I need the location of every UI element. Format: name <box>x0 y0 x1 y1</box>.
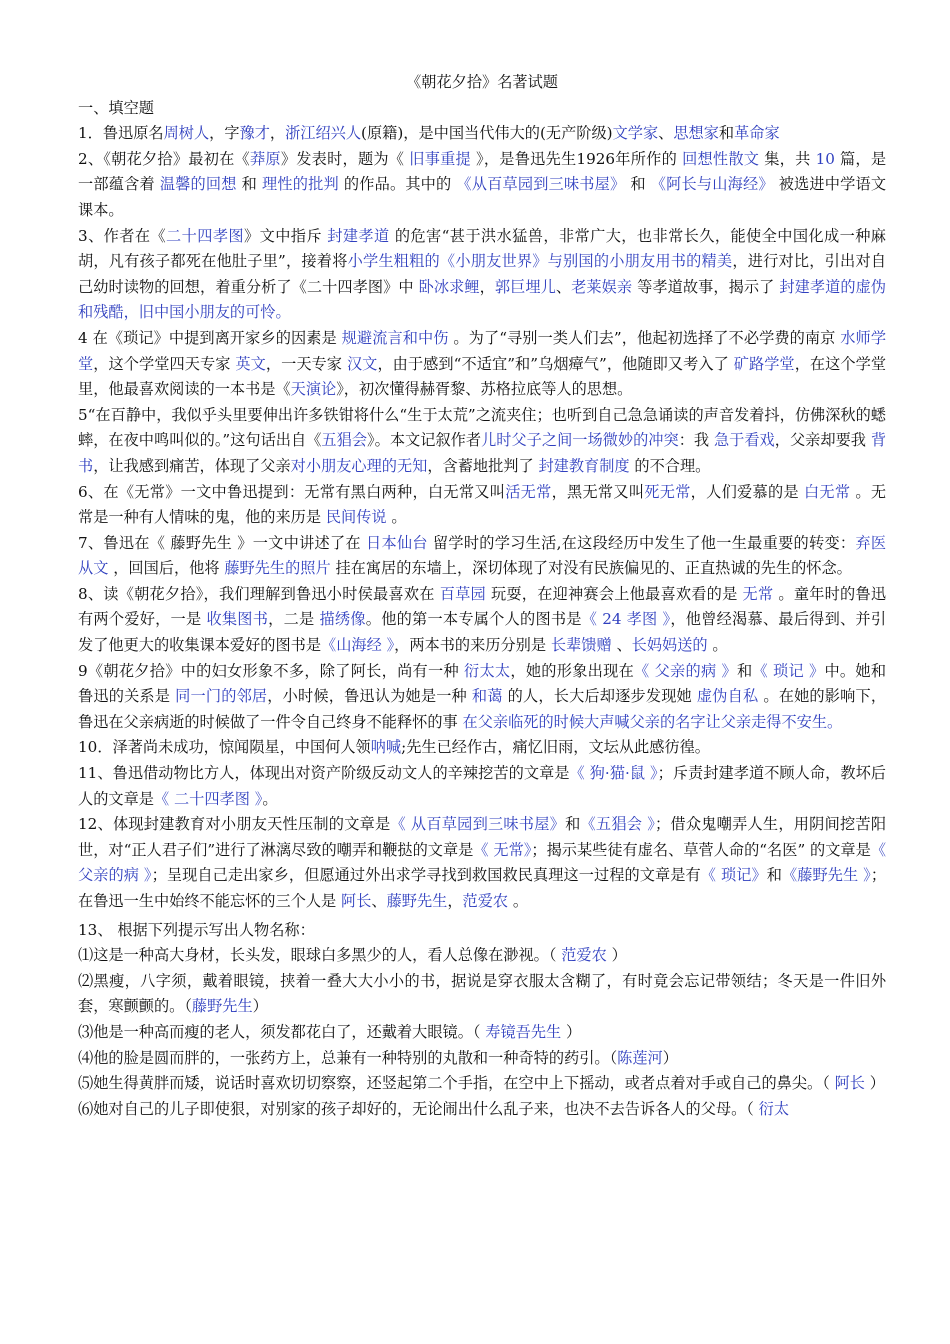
answer: 回想性散文 <box>682 149 760 168</box>
answer: 同一门的邻居 <box>175 687 268 706</box>
question-5: 5“在百静中，我似乎头里要伸出许多铁钳将什么“生于太荒”之流夹住；也听到自己急急诵读的声音发着抖，仿佛深秋的蟋蟀，在夜中鸣叫似的。”这句话出自《五猖会》。本文记叙作者儿时父子之间一场微妙的冲突：我 急于看戏，父亲却要我 背书，让我感到痛苦，体现了父亲对小朋友心理的无知，含蓄地批判了 封建教育制度 的不合理。 <box>78 405 887 475</box>
answer: 文学家 <box>612 124 659 143</box>
question-9: 9《朝花夕拾》中的妇女形象不多，除了阿长，尚有一种 衍太太，她的形象出现在《 父亲的病 》和《 琐记 》中。她和鲁迅的关系是 同一门的邻居，小时候，鲁迅认为她是一种 和蔼 的人，长大后却逐步发现她 虚伪自私 。在她的影响下，鲁迅在父亲病逝的时候做了一件令自己终身不能释怀的事 在父亲临死的时候大声喊父亲的名字让父亲走得不安生。 <box>78 661 887 731</box>
answer: 莽原 <box>249 149 281 168</box>
answer: 《 父亲的病 》 <box>78 840 887 885</box>
answer: 民间传说 <box>325 508 387 527</box>
answer: 《 琐记》 <box>700 866 767 885</box>
section-heading: 一、填空题 <box>78 98 154 117</box>
answer: 长辈馈赠 <box>550 636 612 655</box>
answer: 小学生粗粗的《小朋友世界》与别国的小朋友用书的精美 <box>347 252 733 271</box>
answer: 长妈妈送的 <box>631 636 708 655</box>
answer: 《 24 孝图 》 <box>581 610 671 629</box>
answer: 《从百草园到三味书屋》 <box>456 175 626 194</box>
question-13-item-1: ⑴这是一种高大身材，长头发，眼球白多黑少的人，看人总像在渺视。（ 范爱农 ） <box>78 946 627 965</box>
answer: 呐喊 <box>370 738 402 757</box>
answer: 《 狗·猫·鼠 》 <box>569 764 658 783</box>
answer: 卧冰求鲤 <box>418 277 480 296</box>
question-13-heading: 13、 根据下列提示写出人物名称： <box>78 920 315 939</box>
answer: 衍太 <box>758 1099 790 1118</box>
question-4: 4 在《琐记》中提到离开家乡的因素是 规避流言和中伤 。为了“寻别一类人们去”，他起初选择了不必学费的南京 水师学堂，这个学堂四天专家 英文，一天专家 汉文，由于感到“不适宜”和”乌烟瘴气”，他随即又考入了 矿路学堂，在这个学堂里，他最喜欢阅读的一本书是《天演论》，初次懂得赫胥黎、苏格拉底等人的思想。 <box>78 328 887 399</box>
answer: 豫才 <box>239 124 270 143</box>
answer: 《 父亲的病 》 <box>634 661 737 680</box>
answer: 描绣像 <box>319 610 366 629</box>
answer: 周树人 <box>163 124 210 143</box>
question-13-item-4: ⑷他的脸是圆而胖的，一张药方上，总兼有一种特别的丸散和一种奇特的药引。（陈莲河） <box>78 1048 678 1067</box>
answer: 矿路学堂 <box>733 354 795 373</box>
answer: 汉文 <box>346 354 378 373</box>
answer: 思想家 <box>673 124 719 143</box>
question-3: 3、作者在《二十四孝图》文中指斥 封建孝道 的危害“甚于洪水猛兽，非常广大，也非常长久，能使全中国化成一种麻胡，凡有孩子都死在他肚子里”，接着将小学生粗粗的《小朋友世界》与别国的小朋友用书的精美，进行对比，引出对自己幼时读物的回想，着重分析了《二十四孝图》中 卧冰求鲤，郭巨埋儿、老莱娱亲 等孝道故事，揭示了 封建孝道的虚伪和残酷，旧中国小朋友的可怜。 <box>78 226 887 322</box>
answer: 理性的批判 <box>262 175 339 194</box>
answer: 藤野先生的照片 <box>224 559 331 578</box>
question-10: 10．泽著尚未成功，惊闻陨星，中国何人领呐喊;先生已经作古，痛忆旧雨，文坛从此感彷徨。 <box>78 738 710 757</box>
question-11: 11、鲁迅借动物比方人，体现出对资产阶级反动文人的辛辣挖苦的文章是《 狗·猫·鼠 》；斥责封建孝道不顾人命，教坏后人的文章是《 二十四孝图 》。 <box>78 764 886 808</box>
answer: 《 从百草园到三味书屋》 <box>390 815 566 834</box>
question-13-item-6: ⑹她对自己的儿子即使狠，对别家的孩子却好的，无论闹出什么乱子来，也决不去告诉各人的父母。（ 衍太 <box>78 1099 790 1118</box>
answer: 《 二十四孝图 》 <box>153 789 263 808</box>
answer: 对小朋友心理的无知 <box>290 456 428 475</box>
answer: 规避流言和中伤 <box>341 328 449 347</box>
answer: 革命家 <box>734 124 780 143</box>
answer: 范爱农 <box>462 892 509 910</box>
question-7: 7、鲁迅在《 藤野先生 》一文中讲述了在 日本仙台 留学时的学习生活,在这段经历中发生了他一生最重要的转变：弃医从文 ，回国后，他将 藤野先生的照片 挂在寓居的东墙上，深切体现了对没有民族偏见的、正直热诚的先生的怀念。 <box>78 533 887 578</box>
answer: 《 无常》 <box>473 840 532 859</box>
answer: 《五猖会 》 <box>580 815 656 834</box>
answer: 活无常 <box>505 482 552 501</box>
question-13-item-3: ⑶他是一种高而瘦的老人，须发都花白了，还戴着大眼镜。（ 寿镜吾先生 ） <box>78 1022 582 1041</box>
document-title: 《朝花夕拾》名著试题 <box>406 73 558 91</box>
question-13-item-5: ⑸她生得黄胖而矮，说话时喜欢切切察察，还竖起第二个手指，在空中上下摇动，或者点着对手或自己的鼻尖。（ 阿长 ） <box>78 1074 885 1093</box>
answer: 急于看戏 <box>713 431 775 450</box>
answer: 浙江绍兴人 <box>285 124 362 143</box>
answer: 《藤野先生 》 <box>781 866 871 885</box>
answer: 藤野先生 <box>386 892 448 910</box>
answer: 英文 <box>235 354 266 373</box>
answer: 水师学堂 <box>78 328 887 373</box>
answer: 封建教育制度 <box>538 456 630 475</box>
answer: 无常 <box>742 584 774 603</box>
answer: 虚伪自私 <box>696 687 759 706</box>
answer: 旧事重提 <box>409 149 471 168</box>
answer: 阿长 <box>341 892 372 910</box>
answer: 藤野先生 <box>191 997 253 1016</box>
answer: 死无常 <box>644 482 691 501</box>
question-6: 6、在《无常》一文中鲁迅提到：无常有黑白两种，白无常又叫活无常，黑无常又叫死无常，人们爱慕的是 白无常 。无常是一种有人情味的鬼，他的来历是 民间传说 。 <box>78 482 887 527</box>
answer: 《阿长与山海经》 <box>650 175 774 194</box>
answer: 背书 <box>78 431 887 475</box>
answer: 在父亲临死的时候大声喊父亲的名字让父亲走得不安生。 <box>462 712 843 731</box>
answer: 儿时父子之间一场微妙的冲突 <box>481 431 679 450</box>
answer: 收集图书 <box>206 610 269 629</box>
answer: 白无常 <box>803 482 851 501</box>
answer: 日本仙台 <box>366 533 428 552</box>
question-13-item-2: ⑵黑瘦，八字须，戴着眼镜，挟着一叠大大小小的书，据说是穿衣服太含糊了，有时竟会忘记带领结；冬天是一件旧外套，寒颤颤的。（藤野先生） <box>78 971 886 1016</box>
answer: 温馨的回想 <box>159 175 237 194</box>
answer: 阿长 <box>834 1074 865 1093</box>
answer: 郭巨埋儿 <box>494 277 556 296</box>
question-8: 8、读《朝花夕拾》，我们理解到鲁迅小时侯最喜欢在 百草园 玩耍，在迎神赛会上他最喜欢看的是 无常 。童年时的鲁迅有两个爱好，一是 收集图书，二是 描绣像。他的第一本专属个人的图书是《 24 孝图 》，他曾经渴慕、最后得到、并引发了他更大的收集课本爱好的图书是《山海经 》，两本书的来历分别是 长辈馈赠 、长妈妈送的 。 <box>78 584 887 655</box>
answer: 老莱娱亲 <box>571 277 633 296</box>
question-2: 2、《朝花夕拾》最初在《莽原》发表时，题为《 旧事重提 》，是鲁迅先生1926年所作的 回想性散文 集，共 10 篇，是一部蕴含着 温馨的回想 和 理性的批判 的作品。其中的 《从百草园到三味书屋》 和 《阿长与山海经》 被选进中学语文课本。 <box>78 149 887 219</box>
answer: 二十四孝图 <box>166 226 245 245</box>
answer: 封建孝道的虚伪和残酷，旧中国小朋友的可怜。 <box>78 277 887 322</box>
answer: 10 <box>815 149 835 168</box>
answer: 和蔼 <box>471 687 503 706</box>
answer: 范爱农 <box>561 946 607 965</box>
answer: 天演论 <box>290 380 337 399</box>
answer: 百草园 <box>439 584 486 603</box>
question-1: 1．鲁迅原名周树人，字豫才，浙江绍兴人(原籍)，是中国当代伟大的(无产阶级)文学家、思想家和革命家 <box>78 124 780 143</box>
answer: 《山海经 》 <box>321 636 395 655</box>
answer: 陈莲河 <box>617 1048 663 1067</box>
answer: 弃医从文 <box>78 533 887 578</box>
question-12: 12、体现封建教育对小朋友天性压制的文章是《 从百草园到三味书屋》和《五猖会 》；借众鬼嘲弄人生，用阴间挖苦阳世，对“正人君子们”进行了淋漓尽致的嘲弄和鞭挞的文章是《 无常》；揭示某些徒有虚名、草菅人命的“名医” 的文章是《 父亲的病 》；呈现自己走出家乡，但愿通过外出求学寻找到救国救民真理这一过程的文章是有《 琐记》和《藤野先生 》；在鲁迅一生中始终不能忘怀的三个人是 阿长、藤野先生，范爱农 。 <box>78 815 887 910</box>
answer: 封建孝道 <box>327 226 390 245</box>
answer: 寿镜吾先生 <box>485 1022 562 1041</box>
answer: 衍太太 <box>464 661 511 680</box>
answer: 《 琐记 》 <box>752 661 825 680</box>
answer: 五猖会 <box>321 431 368 450</box>
